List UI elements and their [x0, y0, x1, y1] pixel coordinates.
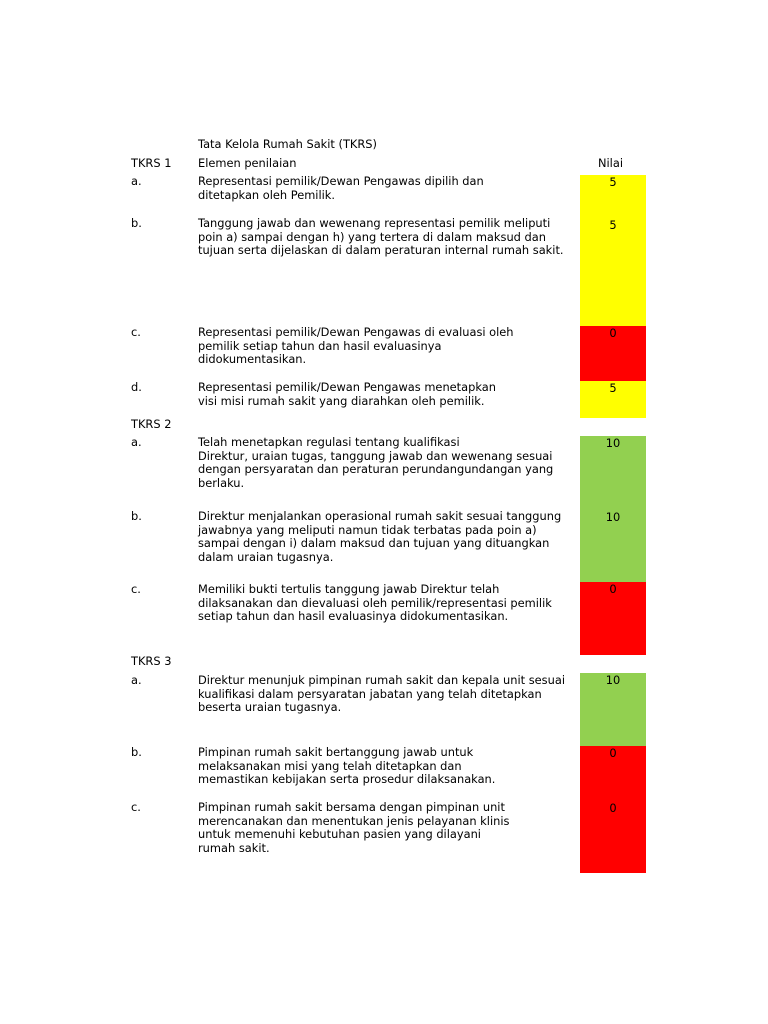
item-letter: a.	[131, 673, 142, 687]
item-text: Representasi pemilik/Dewan Pengawas di evaluasi oleh pemilik setiap tahun dan hasil evaluasinya didokumentasikan.	[198, 325, 514, 367]
score-value: 10	[605, 510, 621, 524]
score-value: 0	[609, 801, 617, 815]
score-cell	[580, 582, 646, 655]
column-header-elemen: Elemen penilaian	[198, 156, 297, 170]
score-cell	[580, 381, 646, 418]
score-value: 5	[609, 175, 617, 189]
score-cell	[580, 673, 646, 746]
item-letter: c.	[131, 582, 141, 596]
score-value: 5	[609, 381, 617, 395]
item-text: Direktur menunjuk pimpinan rumah sakit dan kepala unit sesuai kualifikasi dalam persyaratan jabatan yang telah ditetapkan beserta uraian tugasnya.	[198, 673, 565, 715]
item-letter: d.	[131, 380, 142, 394]
item-letter: a.	[131, 174, 142, 188]
section-code-tkrs-1: TKRS 1	[131, 156, 172, 170]
item-letter: c.	[131, 800, 141, 814]
item-text: Pimpinan rumah sakit bertanggung jawab untuk melaksanakan misi yang telah ditetapkan dan memastikan kebijakan serta prosedur dilaksanakan.	[198, 745, 496, 787]
score-value: 5	[609, 218, 617, 232]
column-header-nilai: Nilai	[598, 156, 623, 170]
item-text: Representasi pemilik/Dewan Pengawas menetapkan visi misi rumah sakit yang diarahkan oleh pemilik.	[198, 380, 496, 408]
score-cell	[580, 326, 646, 381]
item-letter: b.	[131, 509, 142, 523]
score-cell	[580, 175, 646, 326]
item-text: Tanggung jawab dan wewenang representasi pemilik meliputi poin a) sampai dengan h) yang tertera di dalam maksud dan tujuan serta dijelaskan di dalam peraturan internal rumah sakit.	[198, 216, 564, 258]
section-code-tkrs-3: TKRS 3	[131, 654, 172, 668]
score-value: 0	[609, 746, 617, 760]
item-text: Telah menetapkan regulasi tentang kualifikasi Direktur, uraian tugas, tanggung jawab dan wewenang sesuai dengan persyaratan dan peraturan perundangundangan yang berlaku.	[198, 435, 554, 490]
item-text: Pimpinan rumah sakit bersama dengan pimpinan unit merencanakan dan menentukan jenis pelayanan klinis untuk memenuhi kebutuhan pasien yang dilayani rumah sakit.	[198, 800, 510, 855]
item-text: Memiliki bukti tertulis tanggung jawab Direktur telah dilaksanakan dan dievaluasi oleh pemilik/representasi pemilik setiap tahun dan hasil evaluasinya didokumentasikan.	[198, 582, 552, 624]
score-value: 0	[609, 582, 617, 596]
score-value: 10	[605, 436, 621, 450]
item-letter: a.	[131, 435, 142, 449]
page-title: Tata Kelola Rumah Sakit (TKRS)	[198, 137, 377, 151]
item-letter: b.	[131, 216, 142, 230]
score-cell	[580, 436, 646, 582]
score-value: 10	[605, 673, 621, 687]
item-letter: c.	[131, 325, 141, 339]
item-letter: b.	[131, 745, 142, 759]
score-value: 0	[609, 326, 617, 340]
item-text: Direktur menjalankan operasional rumah sakit sesuai tanggung jawabnya yang meliputi namun tidak terbatas pada poin a) sampai dengan i) dalam maksud dan tujuan yang dituangkan dalam uraian tugasnya.	[198, 509, 562, 564]
item-text: Representasi pemilik/Dewan Pengawas dipilih dan ditetapkan oleh Pemilik.	[198, 174, 484, 202]
section-code-tkrs-2: TKRS 2	[131, 417, 172, 431]
